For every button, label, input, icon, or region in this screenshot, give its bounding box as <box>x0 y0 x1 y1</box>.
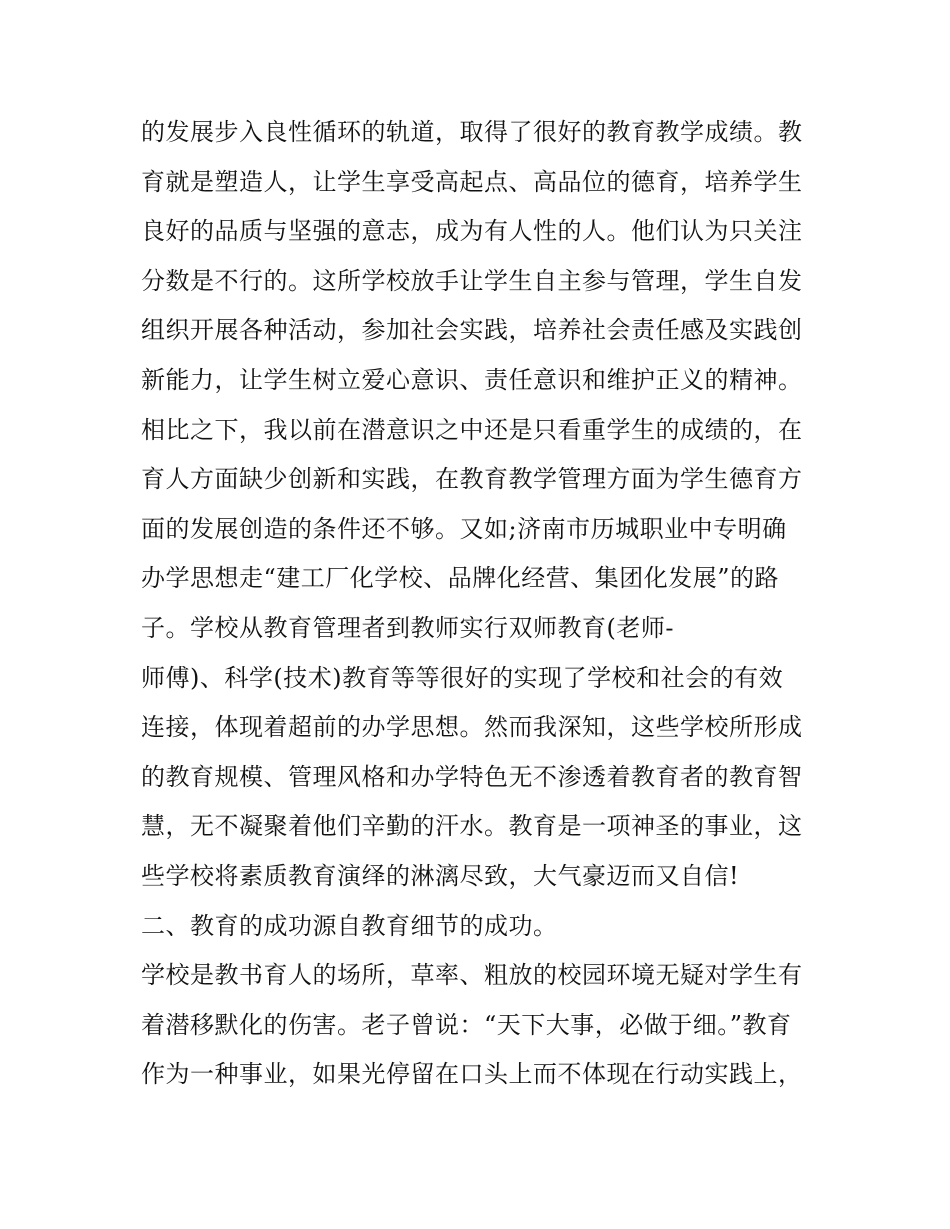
text-line: 慧，无不凝聚着他们辛勤的汗水。教育是一项神圣的事业，这 <box>141 812 803 841</box>
text-line: 组织开展各种活动，参加社会实践，培养社会责任感及实践创 <box>141 316 803 345</box>
text-line: 分数是不行的。这所学校放手让学生自主参与管理，学生自发 <box>141 266 803 295</box>
text-line: 些学校将素质教育演绎的淋漓尽致，大气豪迈而又自信! <box>141 861 740 890</box>
text-line: 面的发展创造的条件还不够。又如;济南市历城职业中专明确 <box>141 514 787 543</box>
text-line: 育人方面缺少创新和实践，在教育教学管理方面为学生德育方 <box>141 465 803 494</box>
text-line: 学校是教书育人的场所，草率、粗放的校园环境无疑对学生有 <box>141 961 803 990</box>
text-line: 相比之下，我以前在潜意识之中还是只看重学生的成绩的，在 <box>141 415 803 444</box>
text-line: 作为一种事业，如果光停留在口头上而不体现在行动实践上， <box>141 1060 803 1089</box>
text-line: 的发展步入良性循环的轨道，取得了很好的教育教学成绩。教 <box>141 118 803 146</box>
text-line: 的教育规模、管理风格和办学特色无不渗透着教育者的教育智 <box>141 762 803 791</box>
text-line: 子。学校从教育管理者到教师实行双师教育(老师- <box>141 613 674 642</box>
text-line: 着潜移默化的伤害。老子曾说：“天下大事，必做于细。”教育 <box>141 1010 792 1039</box>
body-text <box>141 108 841 1100</box>
text-line: 办学思想走“建工厂化学校、品牌化经营、集团化发展”的路 <box>141 564 780 593</box>
text-line: 良好的品质与坚强的意志，成为有人性的人。他们认为只关注 <box>141 217 803 246</box>
text-line: 育就是塑造人，让学生享受高起点、高品位的德育，培养学生 <box>141 167 803 196</box>
text-line: 师傅)、科学(技术)教育等等很好的实现了学校和社会的有效 <box>141 663 784 692</box>
text-line: 新能力，让学生树立爱心意识、责任意识和维护正义的精神。 <box>141 365 803 394</box>
section-heading: 二、教育的成功源自教育细节的成功。 <box>141 911 558 940</box>
text-line: 连接，体现着超前的办学思想。然而我深知，这些学校所形成 <box>141 713 803 742</box>
